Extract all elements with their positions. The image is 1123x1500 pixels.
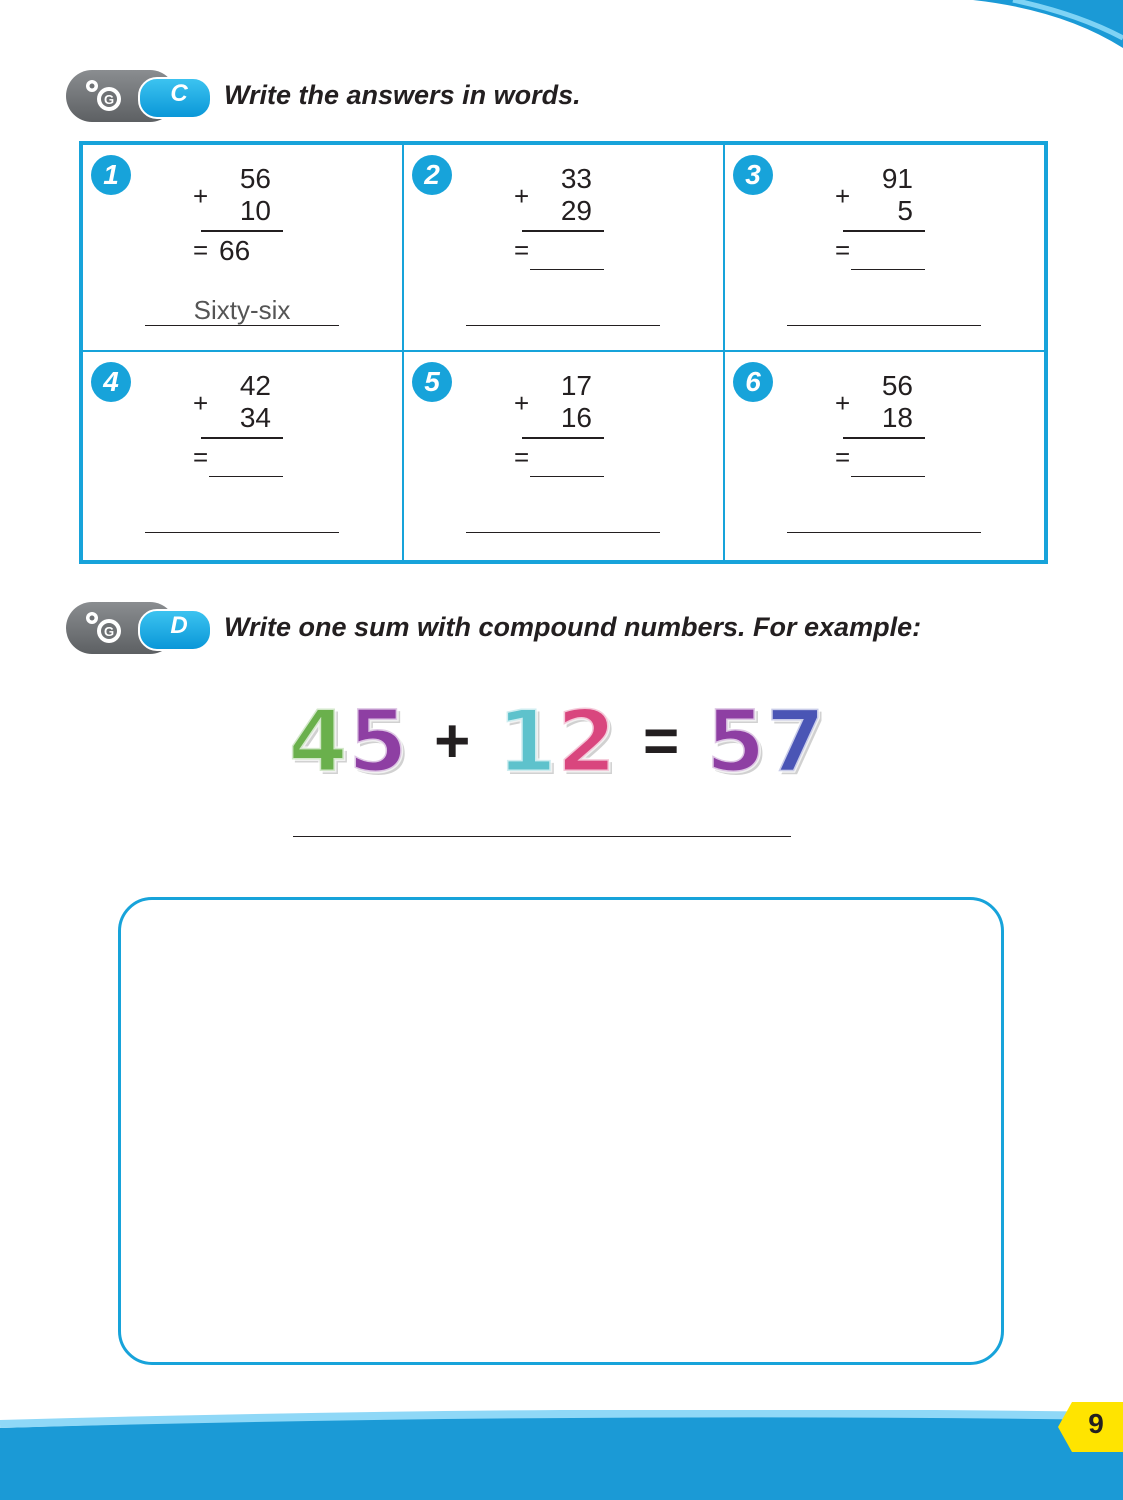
section-title: Write one sum with compound numbers. For example:	[224, 612, 922, 642]
addition-problem	[193, 163, 283, 273]
equals-sign: =	[835, 235, 851, 265]
example-digit: 2	[556, 692, 617, 792]
section-d-badge	[66, 602, 208, 654]
section-c-badge	[66, 70, 208, 122]
addition-problem	[835, 163, 925, 273]
addend-bottom: 5	[897, 195, 913, 226]
addition-problem	[193, 370, 283, 480]
plus-sign: +	[514, 181, 530, 211]
addend-top: 91	[881, 163, 913, 194]
words-blank[interactable]	[145, 532, 339, 533]
problem-number-badge: 5	[412, 362, 452, 402]
addend-top: 56	[239, 163, 271, 194]
section-title: Write the answers in words.	[224, 80, 581, 110]
addend-bottom: 10	[239, 195, 271, 226]
page-number: 9	[1088, 1408, 1104, 1439]
words-blank[interactable]	[466, 325, 660, 326]
gear-icon	[78, 606, 130, 650]
equals-sign: =	[193, 442, 209, 472]
words-blank[interactable]	[466, 532, 660, 533]
problem-cell	[83, 145, 404, 352]
example-digit: 1	[496, 692, 557, 792]
corner-decoration	[863, 0, 1123, 60]
sum-rule	[522, 437, 604, 439]
result-blank[interactable]	[851, 476, 925, 477]
addition-problem	[835, 370, 925, 480]
problem-cell	[404, 145, 725, 352]
answer-in-words[interactable]: Sixty-six	[193, 295, 291, 325]
addition-problem	[514, 163, 604, 273]
example-digit: 5	[347, 692, 408, 792]
writing-box[interactable]	[118, 897, 1004, 1365]
problem-cell	[725, 145, 1044, 352]
problem-cell	[404, 352, 725, 560]
words-blank[interactable]	[145, 325, 339, 326]
example-sum	[288, 692, 825, 792]
problem-cell	[725, 352, 1044, 560]
equals-sign: =	[642, 707, 680, 776]
addend-top: 17	[560, 370, 592, 401]
plus-sign: +	[835, 388, 851, 418]
sum-rule	[201, 230, 283, 232]
bottom-band	[0, 1410, 1123, 1500]
sum-rule	[843, 437, 925, 439]
sum-rule	[843, 230, 925, 232]
section-letter: C	[170, 80, 188, 107]
plus-sign: +	[193, 181, 209, 211]
equals-sign: =	[835, 442, 851, 472]
addend-top: 42	[239, 370, 271, 401]
svg-text:G: G	[103, 624, 115, 639]
section-letter: D	[170, 612, 188, 639]
section-c-header	[66, 70, 1066, 122]
addition-problem	[514, 370, 604, 480]
problem-number-badge: 1	[91, 155, 131, 195]
words-blank[interactable]	[787, 325, 981, 326]
equals-sign: =	[514, 235, 530, 265]
equals-sign: =	[193, 235, 209, 265]
example-digit: 5	[705, 692, 766, 792]
problem-number-badge: 4	[91, 362, 131, 402]
sum-rule	[201, 437, 283, 439]
sum-rule	[522, 230, 604, 232]
problem-number-badge: 6	[733, 362, 773, 402]
section-d-header	[66, 602, 1066, 654]
problems-grid	[79, 141, 1048, 564]
gear-icon	[78, 74, 130, 118]
addend-bottom: 18	[881, 402, 913, 433]
words-blank[interactable]	[787, 532, 981, 533]
plus-sign: +	[193, 388, 209, 418]
addend-bottom: 29	[560, 195, 592, 226]
result-blank[interactable]	[851, 269, 925, 270]
sum-answer-line[interactable]	[293, 836, 791, 837]
addend-top: 56	[881, 370, 913, 401]
example-digit: 4	[288, 692, 348, 792]
problem-cell	[83, 352, 404, 560]
result-blank[interactable]	[530, 476, 604, 477]
result-blank[interactable]	[209, 476, 283, 477]
problem-number-badge: 2	[412, 155, 452, 195]
addend-bottom: 16	[560, 402, 592, 433]
result-blank[interactable]	[530, 269, 604, 270]
equals-sign: =	[514, 442, 530, 472]
plus-sign: +	[835, 181, 851, 211]
plus-sign: +	[514, 388, 530, 418]
plus-sign: +	[434, 707, 471, 776]
example-digit: 7	[765, 692, 826, 792]
svg-text:G: G	[103, 92, 115, 107]
addend-top: 33	[560, 163, 592, 194]
sum-result[interactable]: 66	[219, 235, 251, 266]
addend-bottom: 34	[239, 402, 271, 433]
problem-number-badge: 3	[733, 155, 773, 195]
